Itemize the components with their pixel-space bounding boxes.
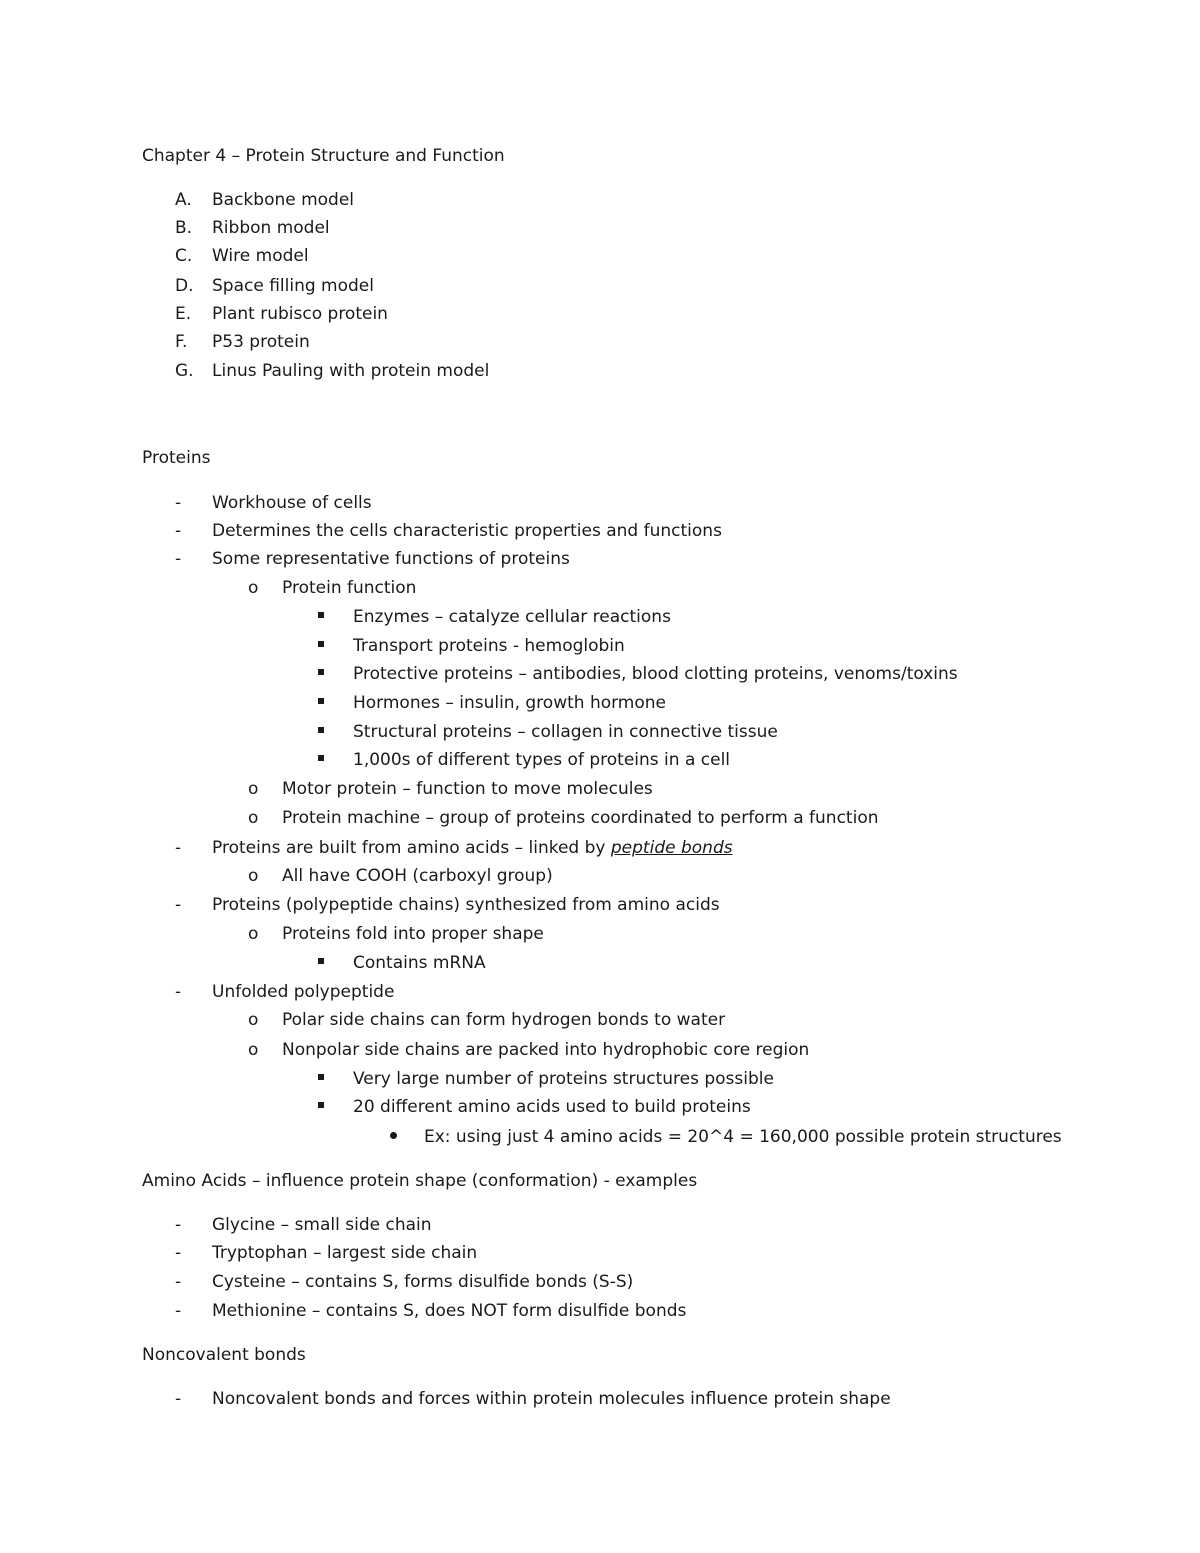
list-item: Determines the cells characteristic properties and functions (212, 521, 722, 541)
dash-marker: - (175, 838, 182, 858)
dash-marker: - (175, 549, 182, 569)
circle-marker: o (248, 578, 259, 598)
square-bullet-icon (318, 1096, 324, 1118)
circle-marker: o (248, 866, 259, 886)
dash-marker: - (175, 1272, 182, 1292)
dash-marker: - (175, 982, 182, 1002)
list-item: 20 different amino acids used to build proteins (353, 1097, 751, 1117)
list-item: Transport proteins - hemoglobin (353, 636, 625, 656)
dash-marker: - (175, 1215, 182, 1235)
circle-marker: o (248, 808, 259, 828)
square-bullet-icon (318, 721, 324, 743)
list-item: 1,000s of different types of proteins in a cell (353, 750, 731, 770)
list-marker: B. (175, 218, 193, 238)
list-item: Nonpolar side chains are packed into hydrophobic core region (282, 1040, 810, 1060)
circle-marker: o (248, 924, 259, 944)
list-item: Tryptophan – largest side chain (212, 1243, 478, 1263)
list-item: Backbone model (212, 190, 355, 210)
list-marker: A. (175, 190, 192, 210)
list-item: Cysteine – contains S, forms disulfide bonds (S-S) (212, 1272, 634, 1292)
list-marker: D. (175, 276, 194, 296)
list-item: Wire model (212, 246, 309, 266)
list-item: Structural proteins – collagen in connective tissue (353, 722, 778, 742)
circle-marker: o (248, 1040, 259, 1060)
list-item: Plant rubisco protein (212, 304, 388, 324)
list-item: Methionine – contains S, does NOT form disulfide bonds (212, 1301, 687, 1321)
list-item: P53 protein (212, 332, 310, 352)
list-marker: E. (175, 304, 192, 324)
list-item (212, 837, 733, 859)
section-heading-noncovalent: Noncovalent bonds (142, 1345, 306, 1365)
dash-marker: - (175, 1243, 182, 1263)
list-item: Proteins fold into proper shape (282, 924, 544, 944)
list-item: Some representative functions of proteins (212, 549, 570, 569)
list-item-text: Proteins are built from amino acids – linked by (212, 838, 611, 858)
list-item: Proteins (polypeptide chains) synthesized from amino acids (212, 895, 720, 915)
list-item: Protein machine – group of proteins coordinated to perform a function (282, 808, 879, 828)
list-item: Space filling model (212, 276, 374, 296)
circle-marker: o (248, 779, 259, 799)
dot-bullet-icon (390, 1126, 397, 1148)
square-bullet-icon (318, 952, 324, 974)
section-heading-proteins: Proteins (142, 448, 211, 468)
square-bullet-icon (318, 692, 324, 714)
list-item: Enzymes – catalyze cellular reactions (353, 607, 671, 627)
dash-marker: - (175, 1301, 182, 1321)
square-bullet-icon (318, 635, 324, 657)
list-item: Unfolded polypeptide (212, 982, 395, 1002)
list-marker: F. (175, 332, 188, 352)
square-bullet-icon (318, 663, 324, 685)
list-item: Linus Pauling with protein model (212, 361, 490, 381)
list-item: Hormones – insulin, growth hormone (353, 693, 667, 713)
list-item: Protein function (282, 578, 417, 598)
chapter-title: Chapter 4 – Protein Structure and Function (142, 146, 505, 166)
list-marker: G. (175, 361, 194, 381)
square-bullet-icon (318, 749, 324, 771)
list-item: Protective proteins – antibodies, blood clotting proteins, venoms/toxins (353, 664, 958, 684)
section-heading-amino-acids: Amino Acids – influence protein shape (conformation) - examples (142, 1171, 698, 1191)
list-item: Polar side chains can form hydrogen bonds to water (282, 1010, 726, 1030)
list-item: Workhouse of cells (212, 493, 372, 513)
peptide-bonds-emphasis: peptide bonds (610, 838, 733, 858)
list-item: Contains mRNA (353, 953, 486, 973)
list-item: All have COOH (carboxyl group) (282, 866, 553, 886)
dash-marker: - (175, 1389, 182, 1409)
list-item: Glycine – small side chain (212, 1215, 432, 1235)
dash-marker: - (175, 493, 182, 513)
square-bullet-icon (318, 606, 324, 628)
list-item: Noncovalent bonds and forces within protein molecules influence protein shape (212, 1389, 891, 1409)
list-item: Motor protein – function to move molecules (282, 779, 653, 799)
dash-marker: - (175, 521, 182, 541)
square-bullet-icon (318, 1068, 324, 1090)
dash-marker: - (175, 895, 182, 915)
list-marker: C. (175, 246, 193, 266)
circle-marker: o (248, 1010, 259, 1030)
list-item: Ribbon model (212, 218, 330, 238)
list-item: Very large number of proteins structures possible (353, 1069, 774, 1089)
list-item: Ex: using just 4 amino acids = 20^4 = 160,000 possible protein structures (424, 1127, 1062, 1147)
